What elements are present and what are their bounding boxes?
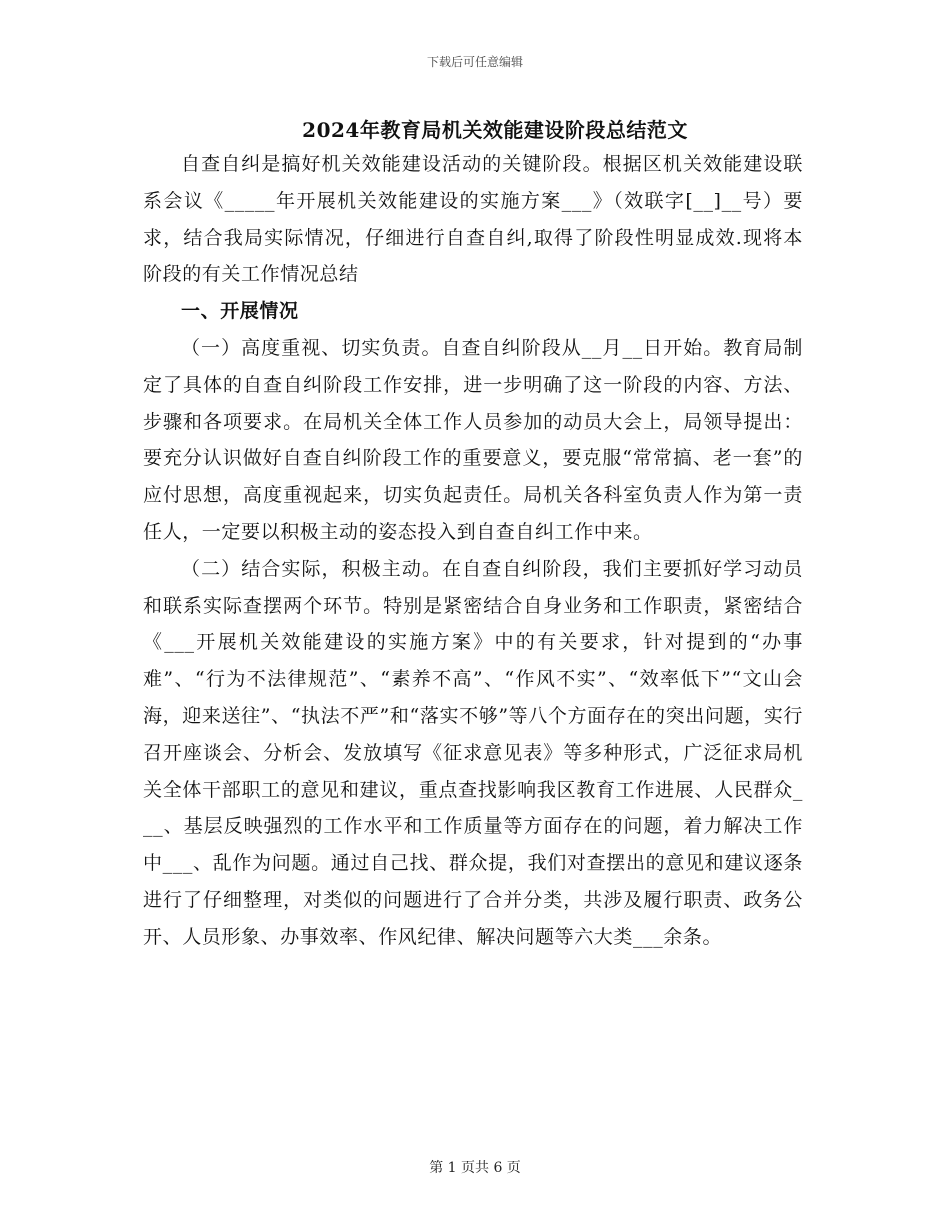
body-paragraph: （二）结合实际，积极主动。在自查自纠阶段，我们主要抓好学习动员和联系实际查摆两个环节。特别是紧密结合自身业务和工作职责，紧密结合《___开展机关效能建设的实施方案》中的有关要求，针对提到的“办事难”、“行为不法律规范”、“素养不高”、“作风不实”、“效率低下”“文山会海，迎来送往”、“执法不严”和“落实不够”等八个方面存在的突出问题，实行召开座谈会、分析会、发放填写《征求意见表》等多种形式，广泛征求局机关全体干部职工的意见和建议，重点查找影响我区教育工作进展、人民群众___、基层反映强烈的工作水平和工作质量等方面存在的问题，着力解决工作中___、乱作为问题。通过自己找、群众提，我们对查摆出的意见和建议逐条进行了仔细整理，对类似的问题进行了合并分类，共涉及履行职责、政务公开、人员形象、办事效率、作风纪律、解决问题等六大类___余条。 [143, 557, 803, 948]
document-title: 2024年教育局机关效能建设阶段总结范文 [302, 118, 688, 142]
body-paragraph: （一）高度重视、切实负责。自查自纠阶段从__月__日开始。教育局制定了具体的自查自纠阶段工作安排，进一步明确了这一阶段的内容、方法、步骤和各项要求。在局机关全体工作人员参加的动员大会上，局领导提出：要充分认识做好自查自纠阶段工作的重要意义，要克服“常常搞、老一套”的应付思想，高度重视起来，切实负起责任。局机关各科室负责人作为第一责任人，一定要以积极主动的姿态投入到自查自纠工作中来。 [143, 336, 803, 543]
page-footer: 第 1 页共 6 页 [429, 1160, 521, 1176]
page-header-note: 下载后可任意编辑 [426, 55, 523, 69]
intro-paragraph: 自查自纠是搞好机关效能建设活动的关键阶段。根据区机关效能建设联系会议《_____年开展机关效能建设的实施方案___》（效联字[__]__号）要求，结合我局实际情况，仔细进行自查自纠,取得了阶段性明显成效.现将本阶段的有关工作情况总结 [143, 153, 803, 286]
section-heading: 一、开展情况 [181, 300, 299, 323]
document-body [143, 146, 803, 956]
